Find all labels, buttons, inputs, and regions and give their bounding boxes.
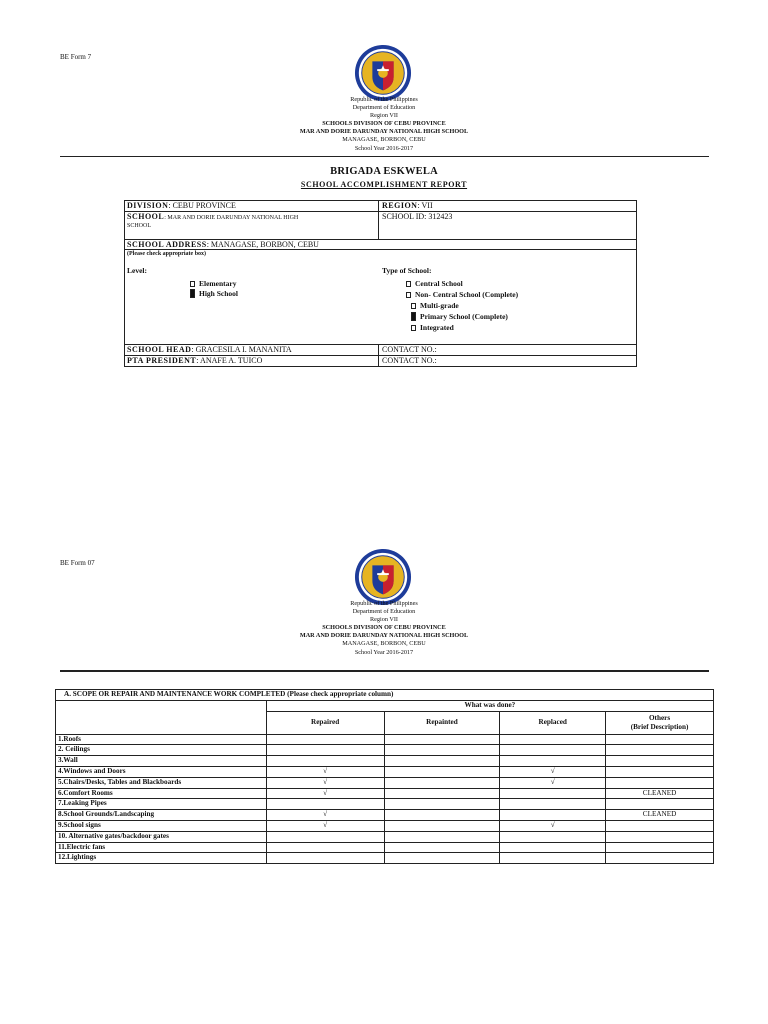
repaired-cell: √ xyxy=(266,788,384,799)
replaced-cell xyxy=(500,745,606,756)
item-cell: 4.Windows and Doors xyxy=(56,766,267,777)
page1-letterhead xyxy=(0,96,768,153)
table-row xyxy=(56,831,714,842)
level-option-elementary[interactable]: Elementary xyxy=(190,279,237,288)
replaced-cell xyxy=(500,810,606,821)
header-school-year: School Year 2016-2017 xyxy=(354,144,414,152)
repainted-cell xyxy=(384,842,500,853)
school-id-field: SCHOOL ID: 312423 xyxy=(382,212,453,221)
replaced-cell: √ xyxy=(500,820,606,831)
table-row xyxy=(56,820,714,831)
type-label: Type of School: xyxy=(382,266,432,275)
pta-contact: CONTACT NO.: xyxy=(382,356,437,365)
type-option-non-central[interactable]: Non- Central School (Complete) xyxy=(406,290,518,299)
repaired-cell xyxy=(266,831,384,842)
table-row xyxy=(56,799,714,810)
form-code: BE Form 7 xyxy=(60,53,92,61)
pta-president-field: PTA PRESIDENT: ANAFE A. TUICO xyxy=(127,356,263,365)
replaced-cell xyxy=(500,853,606,864)
table-row xyxy=(56,745,714,756)
repainted-cell xyxy=(384,788,500,799)
checkbox-icon[interactable] xyxy=(406,281,411,287)
repaired-cell xyxy=(266,745,384,756)
replaced-cell: √ xyxy=(500,766,606,777)
type-option-central[interactable]: Central School xyxy=(406,279,463,288)
repainted-cell xyxy=(384,777,500,788)
section-title: A. SCOPE OR REPAIR AND MAINTENANCE WORK COMPLETED (Please check appropriate column) xyxy=(56,690,714,701)
school-head-field: SCHOOL HEAD: GRACESILA I. MANANITA xyxy=(127,345,292,354)
header-address: MANAGASE, BORBON, CEBU xyxy=(342,640,426,648)
header-region: Region VII xyxy=(370,112,398,120)
repaired-cell xyxy=(266,853,384,864)
col-others: Others (Brief Description) xyxy=(606,711,714,734)
header-department: Department of Education xyxy=(352,608,416,616)
repainted-cell xyxy=(384,756,500,767)
header-department: Department of Education xyxy=(352,104,416,112)
section-title-row xyxy=(56,690,714,701)
item-cell: 8.School Grounds/Landscaping xyxy=(56,810,267,821)
checkbox-icon[interactable] xyxy=(190,281,195,287)
repainted-cell xyxy=(384,831,500,842)
col-repaired: Repaired xyxy=(266,711,384,734)
others-cell: CLEANED xyxy=(606,810,714,821)
checked-box-icon[interactable] xyxy=(411,312,416,321)
repaired-cell xyxy=(266,756,384,767)
others-cell xyxy=(606,842,714,853)
others-cell xyxy=(606,831,714,842)
item-cell: 11.Electric fans xyxy=(56,842,267,853)
header-republic: Republic of the Philippines xyxy=(350,600,418,607)
replaced-cell xyxy=(500,756,606,767)
item-cell: 3.Wall xyxy=(56,756,267,767)
replaced-cell: √ xyxy=(500,777,606,788)
header-school: MAR AND DORIE DARUNDAY NATIONAL HIGH SCHOOL xyxy=(299,632,469,640)
replaced-cell xyxy=(500,842,606,853)
checked-box-icon[interactable] xyxy=(190,289,195,298)
repaired-cell: √ xyxy=(266,777,384,788)
repainted-cell xyxy=(384,853,500,864)
table-row xyxy=(56,756,714,767)
repainted-cell xyxy=(384,820,500,831)
address-field: SCHOOL ADDRESS: MANAGASE, BORBON, CEBU xyxy=(127,240,319,249)
item-cell: 1.Roofs xyxy=(56,734,267,745)
others-cell xyxy=(606,745,714,756)
header-region: Region VII xyxy=(370,616,398,624)
table-row xyxy=(56,842,714,853)
repaired-cell xyxy=(266,734,384,745)
others-cell xyxy=(606,853,714,864)
type-option-multigrade[interactable]: Multi-grade xyxy=(411,301,459,310)
item-cell: 5.Chairs/Desks, Tables and Blackboards xyxy=(56,777,267,788)
others-cell xyxy=(606,734,714,745)
header-division: SCHOOLS DIVISION OF CEBU PROVINCE xyxy=(322,624,446,632)
what-done-row xyxy=(56,700,714,711)
item-cell: 10. Alternative gates/backdoor gates xyxy=(56,831,267,842)
region-field: REGION: VII xyxy=(382,201,433,210)
replaced-cell xyxy=(500,799,606,810)
header-address: MANAGASE, BORBON, CEBU xyxy=(342,136,426,144)
replaced-cell xyxy=(500,734,606,745)
level-option-high-school[interactable]: High School xyxy=(190,289,238,298)
table-row xyxy=(56,777,714,788)
level-label: Level: xyxy=(127,266,147,275)
replaced-cell xyxy=(500,831,606,842)
header-division: SCHOOLS DIVISION OF CEBU PROVINCE xyxy=(322,120,446,128)
division-field: DIVISION: CEBU PROVINCE xyxy=(127,201,236,210)
checkbox-icon[interactable] xyxy=(406,292,411,298)
repainted-cell xyxy=(384,745,500,756)
repainted-cell xyxy=(384,734,500,745)
header-divider xyxy=(60,156,709,157)
col-replaced: Replaced xyxy=(500,711,606,734)
others-cell xyxy=(606,766,714,777)
check-note: (Please check appropriate box) xyxy=(127,251,207,257)
item-cell: 2. Ceilings xyxy=(56,745,267,756)
replaced-cell xyxy=(500,788,606,799)
deped-seal-logo xyxy=(354,44,412,102)
repaired-cell: √ xyxy=(266,820,384,831)
what-was-done-header: What was done? xyxy=(266,700,713,711)
deped-seal-logo xyxy=(354,548,412,606)
table-row xyxy=(56,788,714,799)
table-row xyxy=(56,853,714,864)
table-row xyxy=(56,810,714,821)
form-code-2: BE Form 07 xyxy=(60,559,95,567)
header-divider xyxy=(60,670,709,672)
others-cell xyxy=(606,777,714,788)
school-field-cont: SCHOOL xyxy=(127,223,152,229)
table-row xyxy=(56,766,714,777)
header-republic: Republic of the Philippines xyxy=(350,96,418,103)
others-cell xyxy=(606,799,714,810)
item-cell: 9.School signs xyxy=(56,820,267,831)
scope-of-work-table xyxy=(55,689,714,864)
repaired-cell: √ xyxy=(266,766,384,777)
report-subtitle: SCHOOL ACCOMPLISHMENT REPORT xyxy=(300,180,468,189)
item-cell: 7.Leaking Pipes xyxy=(56,799,267,810)
others-cell xyxy=(606,820,714,831)
type-option-integrated[interactable]: Integrated xyxy=(411,323,454,332)
repainted-cell xyxy=(384,810,500,821)
table-row xyxy=(56,734,714,745)
repainted-cell xyxy=(384,766,500,777)
school-field: SCHOOL: MAR AND DORIE DARUNDAY NATIONAL HIGH xyxy=(127,212,299,221)
checkbox-icon[interactable] xyxy=(411,303,416,309)
repaired-cell xyxy=(266,842,384,853)
school-head-contact: CONTACT NO.: xyxy=(382,345,437,354)
type-option-primary[interactable]: Primary School (Complete) xyxy=(411,312,508,321)
col-repainted: Repainted xyxy=(384,711,500,734)
report-title: BRIGADA ESKWELA xyxy=(330,166,438,177)
header-school-year: School Year 2016-2017 xyxy=(354,648,414,656)
repainted-cell xyxy=(384,799,500,810)
header-school: MAR AND DORIE DARUNDAY NATIONAL HIGH SCHOOL xyxy=(299,128,469,136)
item-cell: 6.Comfort Rooms xyxy=(56,788,267,799)
page2-letterhead xyxy=(0,600,768,657)
others-cell: CLEANED xyxy=(606,788,714,799)
item-cell: 12.Lightings xyxy=(56,853,267,864)
repaired-cell: √ xyxy=(266,810,384,821)
others-cell xyxy=(606,756,714,767)
checkbox-icon[interactable] xyxy=(411,325,416,331)
repaired-cell xyxy=(266,799,384,810)
